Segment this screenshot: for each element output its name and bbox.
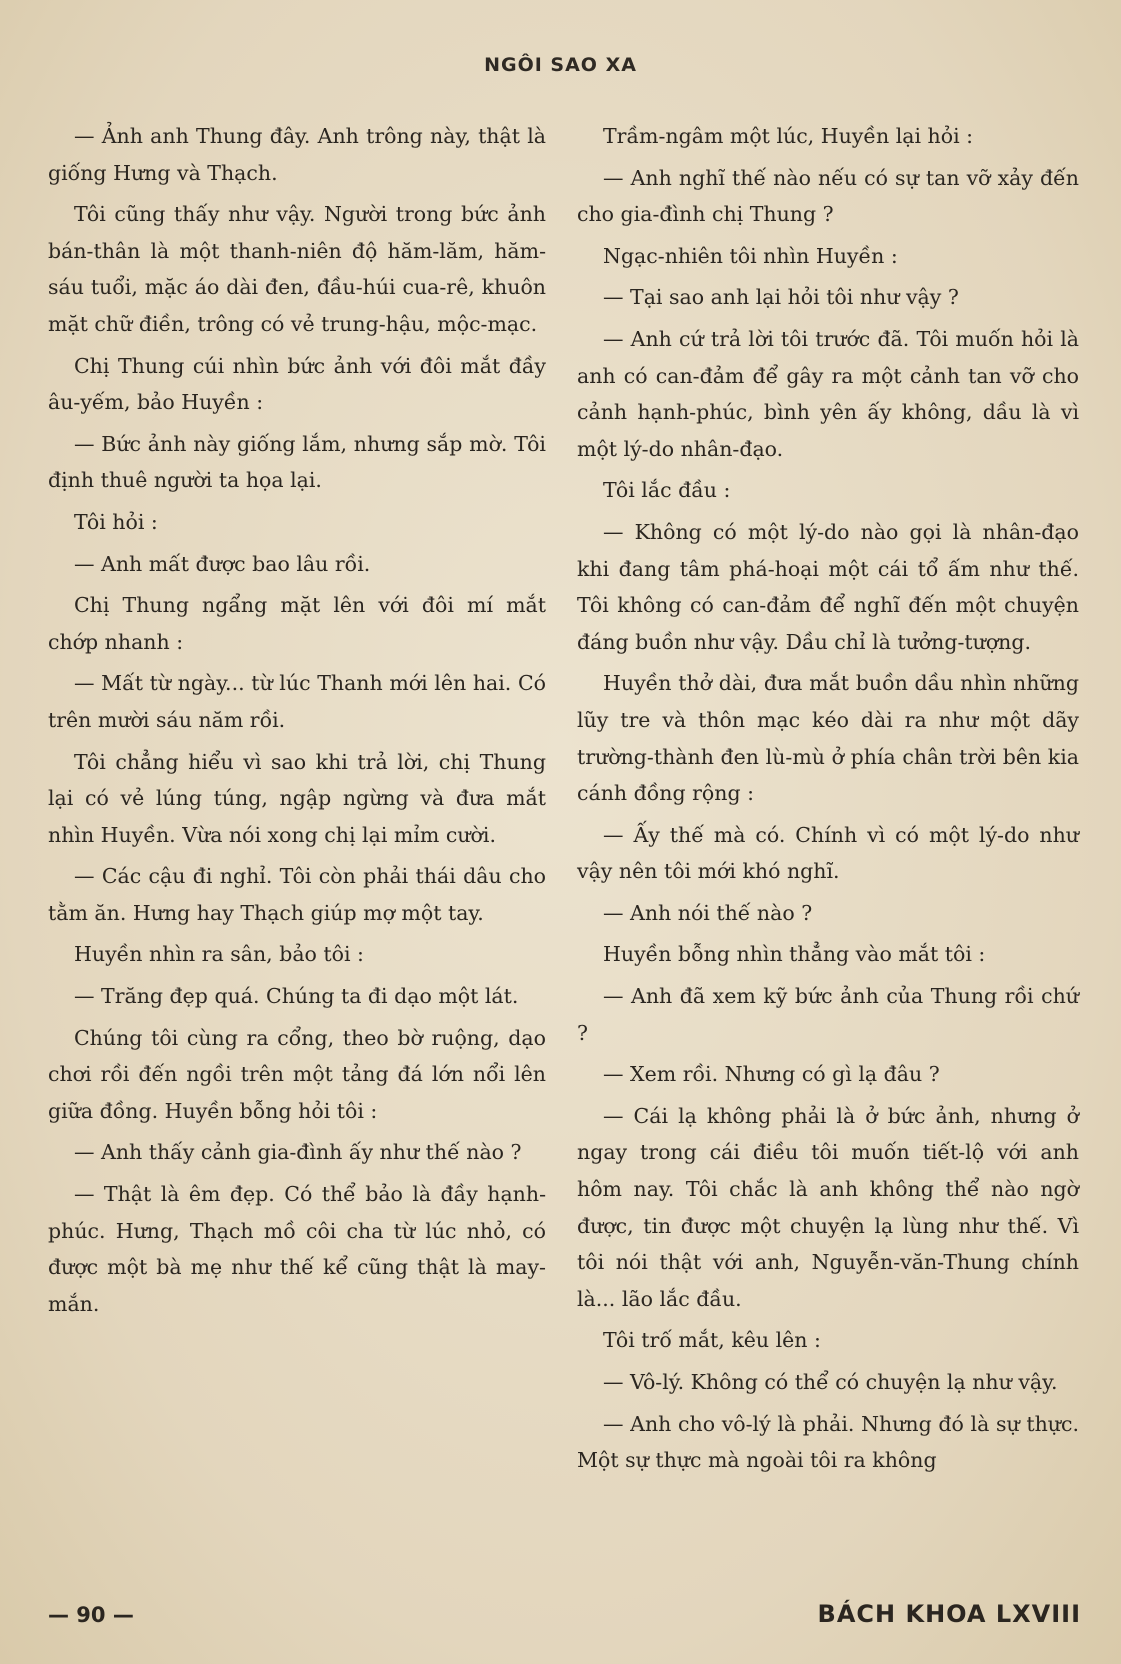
paragraph: Tôi chẳng hiểu vì sao khi trả lời, chị Thung lại có vẻ lúng túng, ngập ngừng và đưa mắt nhìn Huyền. Vừa nói xong chị lại mỉm cười. bbox=[48, 749, 546, 847]
paragraph: — Anh thấy cảnh gia-đình ấy như thế nào ? bbox=[74, 1140, 522, 1165]
paragraph: — Ấy thế mà có. Chính vì có một lý-do như vậy nên tôi mới khó nghĩ. bbox=[577, 822, 1079, 884]
paragraph: — Không có một lý-do nào gọi là nhân-đạo khi đang tâm phá-hoại một cái tổ ấm như thế. Tôi không có can-đảm để nghĩ đến một chuyện đáng buồn như vậy. Dầu chỉ là tưởng-tượng. bbox=[577, 519, 1079, 654]
left-column bbox=[48, 118, 546, 1327]
paragraph: — Các cậu đi nghỉ. Tôi còn phải thái dâu cho tằm ăn. Hưng hay Thạch giúp mợ một tay. bbox=[48, 864, 546, 925]
paragraph: Huyền bỗng nhìn thẳng vào mắt tôi : bbox=[603, 942, 986, 967]
paragraph: Ngạc-nhiên tôi nhìn Huyền : bbox=[603, 243, 898, 268]
paragraph: — Thật là êm đẹp. Có thể bảo là đầy hạnh-phúc. Hưng, Thạch mồ côi cha từ lúc nhỏ, có được một bà mẹ như thế kể cũng thật là may-mắn. bbox=[48, 1182, 546, 1316]
paragraph: — Anh đã xem kỹ bức ảnh của Thung rồi chứ ? bbox=[577, 984, 1079, 1045]
paragraph: — Tại sao anh lại hỏi tôi như vậy ? bbox=[603, 285, 959, 310]
page-number: — 90 — bbox=[48, 1603, 134, 1627]
paragraph: — Xem rồi. Nhưng có gì lạ đâu ? bbox=[603, 1062, 940, 1087]
paragraph: — Bức ảnh này giống lắm, nhưng sắp mờ. Tôi định thuê người ta họa lại. bbox=[48, 431, 546, 493]
paragraph: Chị Thung ngẩng mặt lên với đôi mí mắt chớp nhanh : bbox=[48, 593, 546, 654]
paragraph: — Trăng đẹp quá. Chúng ta đi dạo một lát. bbox=[74, 984, 519, 1009]
right-column bbox=[577, 118, 1079, 1484]
paragraph: — Anh mất được bao lâu rồi. bbox=[74, 551, 371, 576]
paragraph: — Anh nói thế nào ? bbox=[603, 900, 813, 925]
paragraph: Tôi trố mắt, kêu lên : bbox=[603, 1328, 821, 1353]
paragraph: Huyền thở dài, đưa mắt buồn dầu nhìn những lũy tre và thôn mạc kéo dài ra như một dãy trường-thành đen lù-mù ở phía chân trời bên kia cánh đồng rộng : bbox=[577, 671, 1079, 806]
paragraph: — Vô-lý. Không có thể có chuyện lạ như vậy. bbox=[603, 1370, 1058, 1394]
paragraph: — Anh nghĩ thế nào nếu có sự tan vỡ xảy đến cho gia-đình chị Thung ? bbox=[577, 165, 1079, 227]
paragraph: Tôi lắc đầu : bbox=[603, 478, 731, 503]
paragraph: Tôi cũng thấy như vậy. Người trong bức ảnh bán-thân là một thanh-niên độ hăm-lăm, hăm-sáu tuổi, mặc áo dài đen, đầu-húi cua-rê, khuôn mặt chữ điền, trông có vẻ trung-hậu, mộc-mạc. bbox=[48, 202, 546, 336]
paragraph: — Mất từ ngày... từ lúc Thanh mới lên hai. Có trên mười sáu năm rồi. bbox=[48, 671, 546, 732]
paragraph: Tôi hỏi : bbox=[74, 509, 158, 534]
paragraph: Trầm-ngâm một lúc, Huyền lại hỏi : bbox=[603, 124, 974, 148]
paragraph: — Anh cứ trả lời tôi trước đã. Tôi muốn hỏi là anh có can-đảm để gây ra một cảnh tan vỡ cho cảnh hạnh-phúc, bình yên ấy không, dầu là vì một lý-do nhân-đạo. bbox=[577, 326, 1079, 461]
paragraph: — Anh cho vô-lý là phải. Nhưng đó là sự thực. Một sự thực mà ngoài tôi ra không bbox=[577, 1411, 1079, 1473]
paragraph: Huyền nhìn ra sân, bảo tôi : bbox=[74, 942, 364, 967]
publication-footer: BÁCH KHOA LXVIII bbox=[817, 1600, 1081, 1628]
paragraph: Chúng tôi cùng ra cổng, theo bờ ruộng, dạo chơi rồi đến ngồi trên một tảng đá lớn nổi lên giữa đồng. Huyền bỗng hỏi tôi : bbox=[48, 1025, 546, 1123]
paragraph: — Cái lạ không phải là ở bức ảnh, nhưng ở ngay trong cái điều tôi muốn tiết-lộ với anh hôm nay. Tôi chắc là anh không thể nào ngờ được, tin được một chuyện lạ lùng như thế. Vì tôi nói thật với anh, Nguyễn-văn-Thung chính là... lão lắc đầu. bbox=[577, 1103, 1079, 1311]
running-header: NGÔI SAO XA bbox=[484, 54, 637, 76]
paragraph: Chị Thung cúi nhìn bức ảnh với đôi mắt đầy âu-yếm, bảo Huyền : bbox=[48, 353, 546, 415]
paragraph: — Ảnh anh Thung đây. Anh trông này, thật là giống Hưng và Thạch. bbox=[48, 124, 546, 185]
